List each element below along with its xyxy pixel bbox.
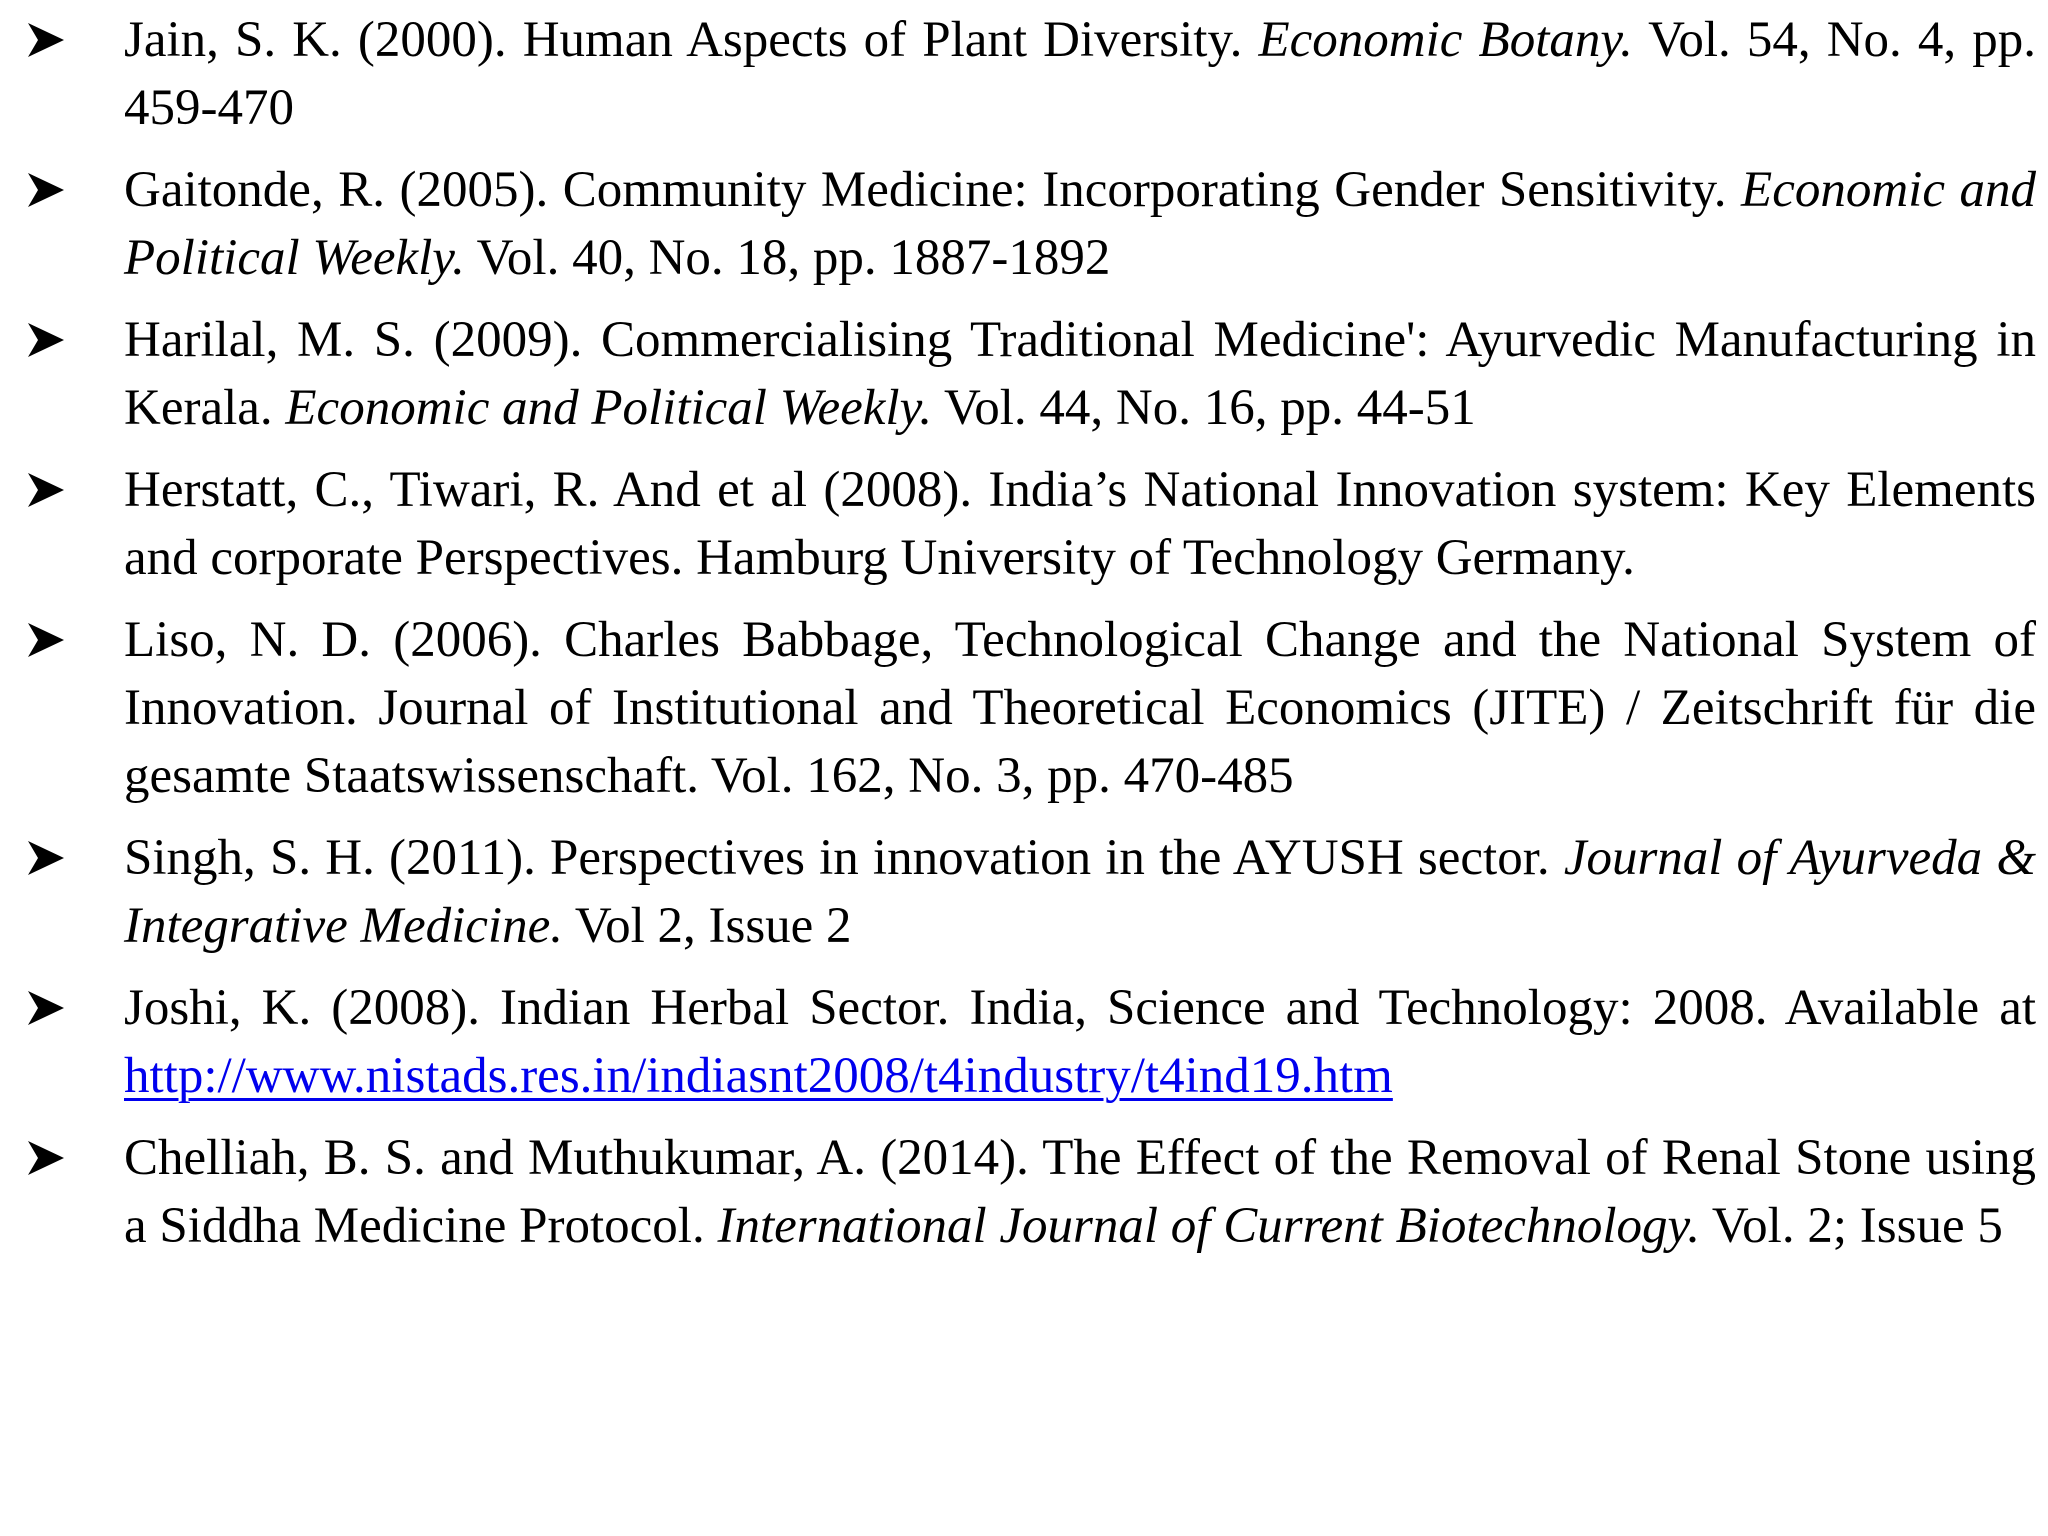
arrowhead-bullet-icon — [28, 1124, 88, 1192]
reference-item — [0, 606, 2048, 810]
reference-text: Singh, S. H. (2011). Perspectives in innovation in the AYUSH sector. — [124, 830, 1564, 886]
reference-item — [0, 1124, 2048, 1260]
arrowhead-bullet-icon — [28, 824, 88, 892]
reference-item — [0, 824, 2048, 960]
reference-source-italic: Journal of Ayurveda & Integrative Medicine. — [124, 830, 2036, 954]
arrowhead-bullet-icon — [28, 456, 88, 524]
reference-item — [0, 156, 2048, 292]
reference-url-link[interactable]: http://www.nistads.res.in/indiasnt2008/t4industry/t4ind19.htm — [124, 1048, 1393, 1104]
reference-source-italic: Economic and Political Weekly. — [124, 162, 2036, 286]
reference-source-italic: Economic Botany. — [1258, 12, 1633, 68]
arrowhead-bullet-icon — [28, 6, 88, 74]
reference-item — [0, 6, 2048, 142]
reference-text: Vol. 54, No. 4, pp. 459-470 — [124, 12, 2036, 136]
reference-text: Liso, N. D. (2006). Charles Babbage, Technological Change and the National System of Innovation. Journal of Institutional and Theoretical Economics (JITE) / Zeitschrift für die gesamte Staatswissenschaft. Vol. 162, No. 3, pp. 470-485 — [124, 612, 2036, 804]
reference-text: Harilal, M. S. (2009). Commercialising Traditional Medicine': Ayurvedic Manufacturing in Kerala. — [124, 312, 2036, 436]
reference-text: Herstatt, C., Tiwari, R. And et al (2008). India’s National Innovation system: Key Elements and corporate Perspectives. Hamburg University of Technology Germany. — [124, 462, 2036, 586]
arrowhead-bullet-icon — [28, 974, 88, 1042]
reference-source-italic: International Journal of Current Biotechnology. — [717, 1198, 1701, 1254]
reference-list — [0, 6, 2048, 1274]
reference-text: Vol. 40, No. 18, pp. 1887-1892 — [464, 230, 1111, 286]
reference-source-italic: Economic and Political Weekly. — [285, 380, 933, 436]
reference-item — [0, 974, 2048, 1110]
arrowhead-bullet-icon — [28, 306, 88, 374]
reference-text: Vol 2, Issue 2 — [562, 898, 852, 954]
arrowhead-bullet-icon — [28, 606, 88, 674]
reference-text: Vol. 2; Issue 5 — [1700, 1198, 2003, 1254]
reference-text: Joshi, K. (2008). Indian Herbal Sector. India, Science and Technology: 2008. Available at — [124, 980, 2036, 1036]
reference-text: Chelliah, B. S. and Muthukumar, A. (2014). The Effect of the Removal of Renal Stone using a Siddha Medicine Protocol. — [124, 1130, 2036, 1254]
arrowhead-bullet-icon — [28, 156, 88, 224]
reference-text: Jain, S. K. (2000). Human Aspects of Plant Diversity. — [124, 12, 1259, 68]
reference-text: Vol. 44, No. 16, pp. 44-51 — [932, 380, 1476, 436]
reference-text: Gaitonde, R. (2005). Community Medicine: Incorporating Gender Sensitivity. — [124, 162, 1742, 218]
reference-item — [0, 306, 2048, 442]
reference-item — [0, 456, 2048, 592]
